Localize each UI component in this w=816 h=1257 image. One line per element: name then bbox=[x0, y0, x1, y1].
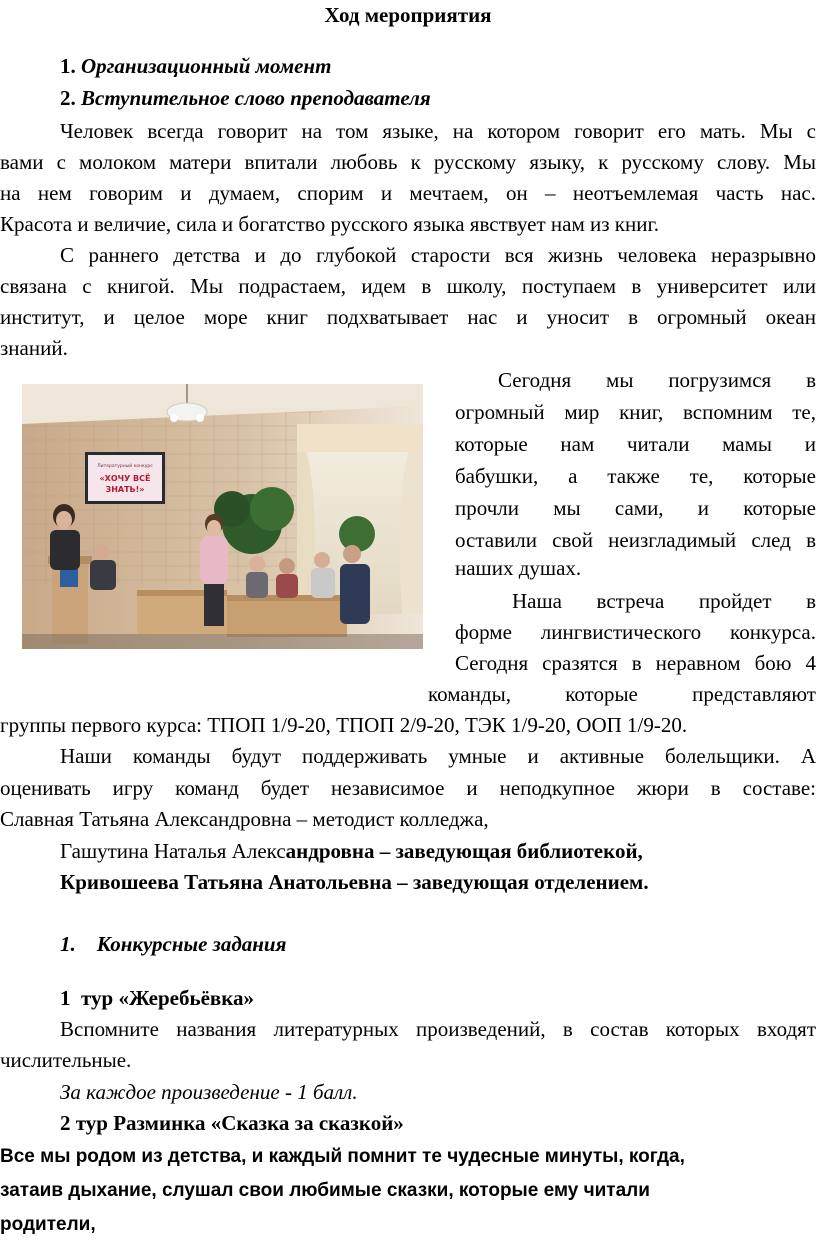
p3-line: огромный мир книг, вспомним те, bbox=[455, 400, 816, 424]
p2-line: знаний. bbox=[0, 336, 68, 360]
jury-2-role: андровна – заведующая библиотекой, bbox=[285, 839, 643, 863]
item-2-num: 2. bbox=[60, 86, 76, 110]
item-2 bbox=[60, 83, 431, 113]
p1-line: на нем говорим и думаем, спорим и мечтаем, он – неотъемлемая часть нас. bbox=[0, 181, 816, 205]
event-photo bbox=[22, 384, 423, 649]
p1-line: Красота и величие, сила и богатство русского языка явствует нам из книг. bbox=[0, 212, 659, 236]
jury-2-name: Гашутина Наталья Алекс bbox=[60, 839, 286, 863]
screen-title-2: ЗНАТЬ!» bbox=[105, 485, 145, 494]
item-2-text: Вступительное слово преподавателя bbox=[81, 86, 431, 110]
closing-line: затаив дыхание, слушал свои любимые сказки, которые ему читали bbox=[0, 1180, 650, 1201]
p4-line: группы первого курса: ТПОП 1/9-20, ТПОП 2/9-20, ТЭК 1/9-20, ООП 1/9-20. bbox=[0, 713, 688, 737]
tour-1-line: числительные. bbox=[0, 1048, 132, 1072]
section-text: Конкурсные задания bbox=[96, 932, 287, 956]
p1-line: Человек всегда говорит на том языке, на котором говорит его мать. Мы с bbox=[60, 119, 816, 143]
screen-title-1: «ХОЧУ ВСЁ bbox=[99, 474, 151, 483]
p3-line: оставили свой неизгладимый след в bbox=[455, 528, 816, 552]
jury-member-3: Кривошеева Татьяна Анатольевна – заведующая отделением. bbox=[60, 870, 649, 894]
page-title: Ход мероприятия bbox=[324, 3, 492, 27]
tour-1-heading: 1 тур «Жеребьёвка» bbox=[60, 986, 255, 1010]
p3-line: прочли мы сами, и которые bbox=[455, 496, 816, 520]
closing-line: родители, bbox=[0, 1214, 96, 1235]
p2-line: связана с книгой. Мы подрастаем, идем в школу, поступаем в университет или bbox=[0, 274, 816, 298]
tour-1-score: За каждое произведение - 1 балл. bbox=[60, 1080, 358, 1104]
p2-line: институт, и целое море книг подхватывает нас и уносит в огромный океан bbox=[0, 305, 816, 329]
p4-line: форме лингвистического конкурса. bbox=[455, 620, 816, 644]
p3-line: наших душах. bbox=[455, 556, 582, 580]
p4-line: команды, которые представляют bbox=[428, 682, 816, 706]
p5-line: Наши команды будут поддерживать умные и активные болельщики. А bbox=[60, 744, 816, 768]
closing-line: Все мы родом из детства, и каждый помнит те чудесные минуты, когда, bbox=[0, 1146, 685, 1167]
tour-1-line: Вспомните названия литературных произведений, в состав которых входят bbox=[60, 1017, 816, 1041]
item-1-text: Организационный момент bbox=[81, 54, 332, 78]
section-heading bbox=[60, 929, 286, 959]
tour-2-heading: 2 тур Разминка «Сказка за сказкой» bbox=[60, 1111, 404, 1135]
item-1-num: 1. bbox=[60, 54, 76, 78]
p5-line: оценивать игру команд будет независимое и неподкупное жюри в составе: bbox=[0, 776, 816, 800]
p1-line: вами с молоком матери впитали любовь к русскому языку, к русскому слову. Мы bbox=[0, 150, 816, 174]
jury-member-2 bbox=[60, 836, 643, 866]
screen-caption: Литературный конкурс bbox=[97, 464, 153, 469]
p4-line: Сегодня сразятся в неравном бою 4 bbox=[455, 651, 816, 675]
p5-line: Славная Татьяна Александровна – методист колледжа, bbox=[0, 807, 489, 831]
p3-line: которые нам читали мамы и bbox=[455, 432, 816, 456]
p4-line: Наша встреча пройдет в bbox=[512, 589, 816, 613]
section-num: 1. bbox=[60, 932, 76, 956]
p2-line: С раннего детства и до глубокой старости вся жизнь человека неразрывно bbox=[60, 243, 816, 267]
p3-line: Сегодня мы погрузимся в bbox=[498, 368, 816, 392]
p3-line: бабушки, а также те, которые bbox=[455, 464, 816, 488]
item-1 bbox=[60, 51, 331, 81]
